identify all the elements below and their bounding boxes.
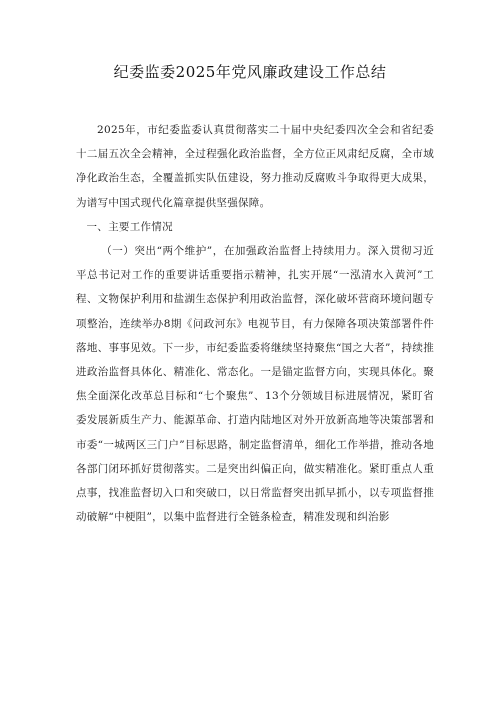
document-body	[76, 118, 434, 529]
section-heading: 一、主要工作情况	[86, 220, 173, 233]
intro-paragraph: 2025年，市纪委监委认真贯彻落实二十届中央纪委四次全会和省纪委十二届五次全会精神，全过程强化政治监督，全方位正风肃纪反腐，全市域净化政治生态，全覆盖抓实队伍建设，努力推动反腐败斗争取得更大成果，为谱写中国式现代化篇章提供坚强保障。	[76, 124, 434, 209]
subsection-paragraph: （一）突出“两个维护”，在加强政治监督上持续用力。深入贯彻习近平总书记对工作的重要讲话重要指示精神，扎实开展“一泓清水入黄河”工程、文物保护利用和盐湖生态保护利用政治监督，深化破坏营商环境问题专项整治，连续举办8期《问政河东》电视节目，有力保障各项决策部署件件落地、事事见效。下一步，市纪委监委将继续坚持聚焦“国之大者”，持续推进政治监督具体化、精准化、常态化。一是锚定监督方向，实现具体化。聚焦全面深化改革总目标和“七个聚焦”、13个分领域目标进展情况，紧盯省委发展新质生产力、能源革命、打造内陆地区对外开放新高地等决策部署和市委“一城两区三门户”目标思路，制定监督清单，细化工作举措，推动各地各部门闭环抓好贯彻落实。二是突出纠偏正向，做实精准化。紧盯重点人重点事，找准监督切入口和突破口，以日常监督突出抓早抓小，以专项监督推动破解“中梗阻”，以集中监督进行全链条检查，精准发现和纠治影	[76, 245, 434, 524]
document-title: 纪委监委2025年党风廉政建设工作总结	[113, 63, 387, 81]
